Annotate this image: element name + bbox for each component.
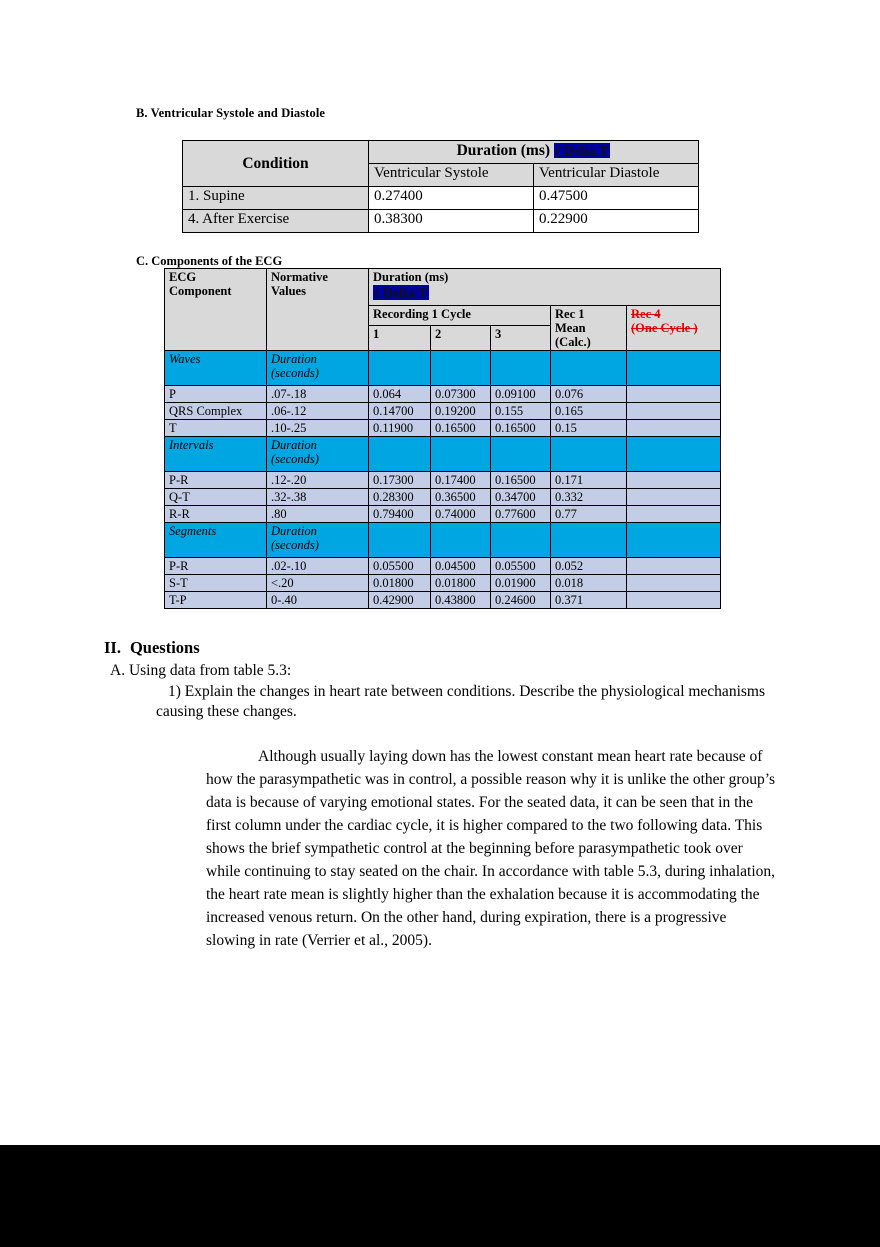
table-row <box>183 210 699 233</box>
ventricular-systole-diastole-table <box>182 140 699 233</box>
group-blank-cell <box>369 351 431 386</box>
rec1-line-2: Mean <box>555 321 586 335</box>
group-blank-cell <box>627 351 721 386</box>
cell-cycle-3: 0.34700 <box>491 489 551 506</box>
cell-normative: .02-.10 <box>267 558 369 575</box>
group-blank-cell <box>551 523 627 558</box>
cell-rec4 <box>627 558 721 575</box>
cell-normative: .80 <box>267 506 369 523</box>
group-blank-cell <box>491 437 551 472</box>
cell-cycle-3: 0.155 <box>491 403 551 420</box>
cell-cycle-3: 0.16500 <box>491 420 551 437</box>
cell-normative: .10-.25 <box>267 420 369 437</box>
cell-systole: 0.38300 <box>369 210 534 233</box>
group-unit-line-2: (seconds) <box>271 366 319 380</box>
cell-cycle-1: 0.11900 <box>369 420 431 437</box>
group-blank-cell <box>551 351 627 386</box>
ecg-components-table <box>164 268 721 609</box>
cell-normative: .12-.20 <box>267 472 369 489</box>
cell-mean: 0.052 <box>551 558 627 575</box>
group-blank-cell <box>491 351 551 386</box>
group-blank-cell <box>369 523 431 558</box>
column-header-normative-values <box>267 269 369 351</box>
cell-mean: 0.165 <box>551 403 627 420</box>
cell-normative: .32-.38 <box>267 489 369 506</box>
page-bottom-black-band <box>0 1145 880 1247</box>
cell-rec4 <box>627 403 721 420</box>
duration-ms-label: Duration (ms) <box>373 270 449 284</box>
table-row <box>183 187 699 210</box>
group-label: Intervals <box>165 437 267 472</box>
column-header-duration <box>369 141 699 164</box>
group-blank-cell <box>431 351 491 386</box>
cell-component: P-R <box>165 472 267 489</box>
group-label: Segments <box>165 523 267 558</box>
cell-cycle-2: 0.74000 <box>431 506 491 523</box>
group-blank-cell <box>431 523 491 558</box>
table-row <box>165 386 721 403</box>
cell-mean: 0.332 <box>551 489 627 506</box>
group-blank-cell <box>627 523 721 558</box>
cell-component: QRS Complex <box>165 403 267 420</box>
cell-cycle-3: 0.01900 <box>491 575 551 592</box>
table-row <box>165 506 721 523</box>
table-row <box>165 592 721 609</box>
rec1-line-1: Rec 1 <box>555 307 585 321</box>
section-c-heading: C. Components of the ECG <box>136 254 283 268</box>
group-blank-cell <box>431 437 491 472</box>
column-header-rec4 <box>627 306 721 351</box>
group-blank-cell <box>551 437 627 472</box>
table-row-header-group <box>183 141 699 164</box>
column-header-cycle-2: 2 <box>431 326 491 351</box>
cell-cycle-3: 0.05500 <box>491 558 551 575</box>
group-unit <box>267 351 369 386</box>
cell-cycle-2: 0.17400 <box>431 472 491 489</box>
column-header-cycle-3: 3 <box>491 326 551 351</box>
column-header-ventricular-systole: Ventricular Systole <box>369 164 534 187</box>
cell-mean: 0.15 <box>551 420 627 437</box>
group-blank-cell <box>627 437 721 472</box>
table-row-group-header <box>165 437 721 472</box>
table-row <box>165 420 721 437</box>
cell-mean: 0.018 <box>551 575 627 592</box>
answer-paragraph: Although usually laying down has the lowest constant mean heart rate because of how the parasympathetic was in control, a possible reason why it is unlike the other group’s data is because of varying emotional states. For the seated data, it can be seen that in the first column under the cardiac cycle, it is higher compared to the two following data. This shows the brief sympathetic control at the beginning before parasympathetic took over while continuing to stay seated on the chair. In accordance with table 5.3, during inhalation, the heart rate mean is slightly higher than the exhalation because it is accommodating the increased venous return. On the other hand, during expiration, there is a progressive slowing in rate (Verrier et al., 2005). <box>206 748 776 949</box>
column-header-cycle-1: 1 <box>369 326 431 351</box>
column-header-ecg-component <box>165 269 267 351</box>
cell-mean: 0.371 <box>551 592 627 609</box>
group-label: Waves <box>165 351 267 386</box>
group-unit-line-1: Duration <box>271 524 317 538</box>
cell-rec4 <box>627 489 721 506</box>
column-header-condition: Condition <box>183 141 369 187</box>
cell-rec4 <box>627 592 721 609</box>
normative-line-1: Normative <box>271 270 328 284</box>
cell-cycle-2: 0.04500 <box>431 558 491 575</box>
cell-cycle-3: 0.16500 <box>491 472 551 489</box>
cell-rec4 <box>627 575 721 592</box>
column-header-duration-ms <box>369 269 721 306</box>
cell-cycle-1: 0.28300 <box>369 489 431 506</box>
questions-title: Questions <box>129 638 200 657</box>
question-part-a: A. Using data from table 5.3: <box>110 662 292 679</box>
delta-t-highlight: ( Delta T <box>555 143 609 158</box>
cell-condition: 1. Supine <box>183 187 369 210</box>
group-unit <box>267 437 369 472</box>
cell-diastole: 0.22900 <box>534 210 699 233</box>
cell-cycle-1: 0.05500 <box>369 558 431 575</box>
cell-normative: 0-.40 <box>267 592 369 609</box>
cell-cycle-3: 0.24600 <box>491 592 551 609</box>
column-header-recording-1-cycle: Recording 1 Cycle <box>369 306 551 326</box>
ecg-component-line-1: ECG <box>169 270 197 284</box>
question-item-1: 1) Explain the changes in heart rate between conditions. Describe the physiological mechanisms causing these changes. <box>156 683 765 721</box>
delta-t-highlight: ( Delta T <box>375 285 428 300</box>
table-row-group-header <box>165 351 721 386</box>
table-row <box>165 575 721 592</box>
cell-cycle-1: 0.42900 <box>369 592 431 609</box>
cell-cycle-1: 0.79400 <box>369 506 431 523</box>
group-blank-cell <box>491 523 551 558</box>
cell-component: P-R <box>165 558 267 575</box>
cell-cycle-2: 0.07300 <box>431 386 491 403</box>
group-unit-line-1: Duration <box>271 438 317 452</box>
rec4-line-2: (One Cycle ) <box>631 321 698 335</box>
cell-rec4 <box>627 472 721 489</box>
table-row-header-1 <box>165 269 721 306</box>
table-row-group-header <box>165 523 721 558</box>
questions-heading <box>104 638 200 658</box>
cell-cycle-2: 0.36500 <box>431 489 491 506</box>
cell-component: T-P <box>165 592 267 609</box>
cell-systole: 0.27400 <box>369 187 534 210</box>
cell-cycle-1: 0.14700 <box>369 403 431 420</box>
cell-condition: 4. After Exercise <box>183 210 369 233</box>
cell-component: R-R <box>165 506 267 523</box>
cell-normative: .06-.12 <box>267 403 369 420</box>
column-header-ventricular-diastole: Ventricular Diastole <box>534 164 699 187</box>
table-row <box>165 558 721 575</box>
duration-label: Duration (ms) <box>456 142 551 159</box>
cell-cycle-2: 0.43800 <box>431 592 491 609</box>
group-unit-line-1: Duration <box>271 352 317 366</box>
cell-component: P <box>165 386 267 403</box>
cell-mean: 0.77 <box>551 506 627 523</box>
table-row <box>165 489 721 506</box>
table-row <box>165 472 721 489</box>
table-row <box>165 403 721 420</box>
cell-rec4 <box>627 506 721 523</box>
cell-normative: .07-.18 <box>267 386 369 403</box>
cell-cycle-3: 0.09100 <box>491 386 551 403</box>
section-b-heading: B. Ventricular Systole and Diastole <box>136 106 326 120</box>
cell-cycle-1: 0.064 <box>369 386 431 403</box>
group-blank-cell <box>369 437 431 472</box>
group-unit-line-2: (seconds) <box>271 538 319 552</box>
cell-cycle-2: 0.16500 <box>431 420 491 437</box>
cell-component: Q-T <box>165 489 267 506</box>
cell-component: T <box>165 420 267 437</box>
group-unit-line-2: (seconds) <box>271 452 319 466</box>
cell-cycle-1: 0.17300 <box>369 472 431 489</box>
rec1-line-3: (Calc.) <box>555 335 591 349</box>
cell-rec4 <box>627 420 721 437</box>
rec4-line-1: Rec 4 <box>631 307 661 321</box>
ecg-component-line-2: Component <box>169 284 232 298</box>
group-unit <box>267 523 369 558</box>
cell-rec4 <box>627 386 721 403</box>
cell-mean: 0.076 <box>551 386 627 403</box>
normative-line-2: Values <box>271 284 306 298</box>
cell-cycle-2: 0.19200 <box>431 403 491 420</box>
cell-diastole: 0.47500 <box>534 187 699 210</box>
cell-normative: <.20 <box>267 575 369 592</box>
cell-component: S-T <box>165 575 267 592</box>
column-header-rec1-mean <box>551 306 627 351</box>
cell-cycle-3: 0.77600 <box>491 506 551 523</box>
cell-cycle-2: 0.01800 <box>431 575 491 592</box>
questions-numeral: II. <box>104 638 121 657</box>
cell-cycle-1: 0.01800 <box>369 575 431 592</box>
cell-mean: 0.171 <box>551 472 627 489</box>
